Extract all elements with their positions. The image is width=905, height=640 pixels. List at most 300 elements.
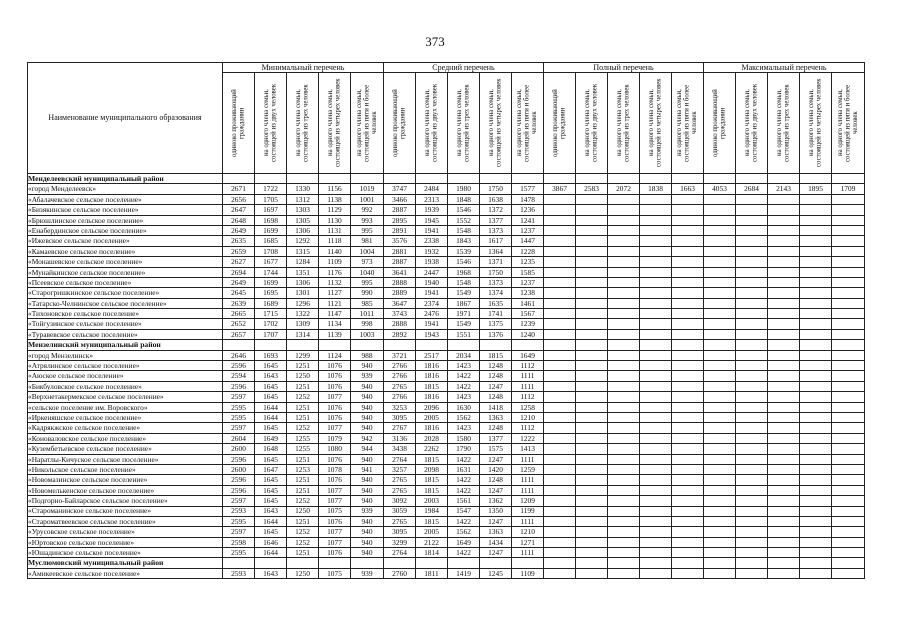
subcolumn-header: [351, 73, 384, 174]
table-cell: [544, 568, 576, 578]
table-cell: 1251: [287, 402, 319, 412]
table-cell: 1228: [512, 246, 544, 256]
table-cell: [768, 205, 800, 215]
table-row: [28, 475, 865, 485]
table-cell: [672, 548, 704, 558]
table-cell: [768, 485, 800, 495]
table-cell: [768, 350, 800, 360]
table-cell: 1363: [480, 412, 512, 422]
table-cell: [640, 548, 672, 558]
table-cell: [672, 340, 704, 350]
table-cell: 2096: [416, 402, 448, 412]
table-cell: 1209: [512, 496, 544, 506]
table-cell: [800, 392, 832, 402]
table-cell: [640, 277, 672, 287]
table-cell: [832, 174, 865, 184]
table-cell: 3743: [384, 309, 416, 319]
table-cell: [576, 558, 608, 568]
table-cell: 2596: [223, 361, 255, 371]
municipality-name: «Тойгузинское сельское поселение»: [28, 319, 223, 329]
table-cell: 2143: [768, 184, 800, 194]
table-cell: 2765: [384, 381, 416, 391]
subcolumn-header: [384, 73, 416, 174]
table-cell: 1075: [319, 506, 351, 516]
table-row: [28, 464, 865, 474]
table-cell: 995: [351, 277, 384, 287]
table-cell: [832, 475, 865, 485]
table-cell: [736, 257, 768, 267]
table-cell: [736, 537, 768, 547]
table-cell: 940: [351, 548, 384, 558]
table-cell: 1419: [448, 568, 480, 578]
table-cell: 1815: [416, 381, 448, 391]
table-cell: [544, 558, 576, 568]
table-cell: 2760: [384, 568, 416, 578]
table-cell: 2766: [384, 392, 416, 402]
table-cell: [608, 496, 640, 506]
table-cell: 1130: [319, 215, 351, 225]
table-cell: [704, 236, 736, 246]
table-cell: [832, 361, 865, 371]
table-cell: [512, 340, 544, 350]
table-cell: [832, 433, 865, 443]
table-cell: [319, 558, 351, 568]
table-cell: 940: [351, 537, 384, 547]
table-cell: 2649: [223, 225, 255, 235]
table-cell: 1585: [512, 267, 544, 277]
table-cell: 940: [351, 496, 384, 506]
table-cell: 1250: [287, 371, 319, 381]
district-row: [28, 174, 865, 184]
table-cell: 3253: [384, 402, 416, 412]
table-row: [28, 194, 865, 204]
table-cell: [704, 423, 736, 433]
table-cell: 985: [351, 298, 384, 308]
table-row: [28, 329, 865, 339]
table-cell: [544, 412, 576, 422]
table-cell: 2671: [223, 184, 255, 194]
table-cell: [736, 527, 768, 537]
table-cell: 2892: [384, 329, 416, 339]
table-row: [28, 215, 865, 225]
table-cell: 1129: [319, 205, 351, 215]
table-cell: [704, 340, 736, 350]
table-cell: [704, 267, 736, 277]
table-cell: [640, 475, 672, 485]
table-cell: 1811: [416, 568, 448, 578]
table-cell: [800, 381, 832, 391]
table-cell: [576, 205, 608, 215]
table-cell: 2600: [223, 444, 255, 454]
table-cell: 1362: [480, 496, 512, 506]
table-cell: [736, 288, 768, 298]
table-cell: [736, 174, 768, 184]
table-cell: [640, 174, 672, 184]
table-cell: 1373: [480, 225, 512, 235]
table-cell: 1134: [319, 319, 351, 329]
table-cell: [576, 288, 608, 298]
table-cell: [672, 527, 704, 537]
table-cell: [736, 350, 768, 360]
table-cell: [768, 319, 800, 329]
table-cell: [672, 215, 704, 225]
table-cell: 1814: [416, 548, 448, 558]
table-cell: [800, 568, 832, 578]
subcolumn-header: [416, 73, 448, 174]
table-cell: [736, 506, 768, 516]
table-cell: 1253: [287, 464, 319, 474]
table-row: [28, 548, 865, 558]
table-cell: [544, 402, 576, 412]
data-table: [27, 62, 865, 579]
table-cell: 1222: [512, 433, 544, 443]
table-cell: [351, 340, 384, 350]
table-cell: [319, 174, 351, 184]
subcolumn-header-label: одиноко проживающий гражданин: [230, 89, 246, 157]
table-cell: 1938: [416, 257, 448, 267]
table-cell: 1314: [287, 329, 319, 339]
table-cell: [576, 402, 608, 412]
table-cell: [608, 340, 640, 350]
table-cell: [608, 537, 640, 547]
table-cell: [704, 527, 736, 537]
municipality-name: «Никольское сельское поселение»: [28, 464, 223, 474]
table-cell: 990: [351, 288, 384, 298]
table-cell: 1638: [480, 194, 512, 204]
municipality-name: «Коноваловское сельское поселение»: [28, 433, 223, 443]
table-cell: [736, 475, 768, 485]
table-cell: [704, 350, 736, 360]
table-cell: [704, 215, 736, 225]
table-cell: [640, 568, 672, 578]
table-cell: 1252: [287, 527, 319, 537]
table-cell: 1552: [448, 215, 480, 225]
table-cell: [480, 340, 512, 350]
table-cell: [672, 319, 704, 329]
table-cell: 3576: [384, 236, 416, 246]
table-cell: [544, 475, 576, 485]
table-cell: 1434: [480, 537, 512, 547]
table-cell: [736, 444, 768, 454]
table-cell: [672, 568, 704, 578]
table-row: [28, 267, 865, 277]
table-cell: 1708: [255, 246, 287, 256]
table-cell: [800, 309, 832, 319]
table-cell: 1210: [512, 412, 544, 422]
table-cell: 1643: [255, 568, 287, 578]
table-cell: 1271: [512, 537, 544, 547]
table-cell: 2597: [223, 527, 255, 537]
table-cell: [768, 423, 800, 433]
table-cell: [832, 485, 865, 495]
table-cell: 1816: [416, 392, 448, 402]
table-cell: [608, 194, 640, 204]
municipality-name: «Кадрякжское сельское поселение»: [28, 423, 223, 433]
table-cell: [704, 174, 736, 184]
table-cell: [544, 194, 576, 204]
table-cell: 1251: [287, 412, 319, 422]
table-cell: 1306: [287, 277, 319, 287]
table-cell: [800, 371, 832, 381]
table-cell: [704, 257, 736, 267]
table-cell: [640, 412, 672, 422]
table-cell: 2684: [736, 184, 768, 194]
table-cell: 2765: [384, 516, 416, 526]
municipality-name: «Новомазинское сельское поселение»: [28, 475, 223, 485]
table-cell: 939: [351, 506, 384, 516]
table-cell: [832, 558, 865, 568]
subcolumn-header: [832, 73, 865, 174]
table-cell: [640, 350, 672, 360]
table-cell: 940: [351, 527, 384, 537]
table-cell: [672, 433, 704, 443]
table-cell: [768, 454, 800, 464]
table-cell: 940: [351, 423, 384, 433]
table-cell: 1306: [287, 225, 319, 235]
table-cell: 2098: [416, 464, 448, 474]
table-cell: [544, 267, 576, 277]
table-row: [28, 205, 865, 215]
table-cell: [608, 402, 640, 412]
table-cell: 2767: [384, 423, 416, 433]
table-row: [28, 246, 865, 256]
table-cell: 940: [351, 475, 384, 485]
table-cell: [704, 277, 736, 287]
table-cell: 1815: [416, 485, 448, 495]
table-cell: 1941: [416, 319, 448, 329]
table-cell: [576, 527, 608, 537]
table-cell: 940: [351, 361, 384, 371]
table-cell: 1649: [448, 537, 480, 547]
subcolumn-header-label: одиноко проживающий гражданин: [711, 89, 727, 157]
table-cell: 1124: [319, 350, 351, 360]
table-cell: [640, 537, 672, 547]
table-cell: [640, 340, 672, 350]
table-cell: [672, 558, 704, 568]
table-cell: 939: [351, 371, 384, 381]
table-cell: [800, 236, 832, 246]
table-cell: 973: [351, 257, 384, 267]
table-cell: 1697: [255, 205, 287, 215]
table-cell: 1843: [448, 236, 480, 246]
municipality-name: «Атрялинское сельское поселение»: [28, 361, 223, 371]
table-cell: [544, 340, 576, 350]
table-cell: 1895: [800, 184, 832, 194]
table-cell: 1715: [255, 309, 287, 319]
table-cell: 1539: [448, 246, 480, 256]
subcolumn-header-label: одиноко проживающий гражданин: [391, 89, 407, 157]
table-cell: 1248: [480, 371, 512, 381]
table-cell: 1422: [448, 485, 480, 495]
table-cell: [576, 548, 608, 558]
district-name: Менделеевский муниципальный район: [28, 174, 223, 184]
table-cell: [736, 381, 768, 391]
table-cell: [544, 464, 576, 474]
table-cell: 3641: [384, 267, 416, 277]
table-cell: 1251: [287, 485, 319, 495]
table-cell: 1111: [512, 548, 544, 558]
table-cell: [576, 277, 608, 287]
table-cell: 1422: [448, 371, 480, 381]
subcolumn-header-label: на одного члена семьи, состоящей из двух человек: [262, 83, 278, 163]
table-cell: [736, 194, 768, 204]
table-cell: 1250: [287, 506, 319, 516]
table-cell: [672, 236, 704, 246]
table-cell: [640, 215, 672, 225]
table-cell: [768, 225, 800, 235]
table-cell: [576, 340, 608, 350]
table-row: [28, 444, 865, 454]
table-cell: 1292: [287, 236, 319, 246]
table-cell: 2594: [223, 371, 255, 381]
table-cell: [800, 350, 832, 360]
table-cell: 1941: [416, 288, 448, 298]
table-cell: 1248: [480, 392, 512, 402]
table-cell: [800, 329, 832, 339]
table-cell: 2005: [416, 412, 448, 422]
table-cell: [544, 548, 576, 558]
table-cell: [736, 423, 768, 433]
table-cell: 1156: [319, 184, 351, 194]
table-cell: [800, 288, 832, 298]
table-cell: 1422: [448, 454, 480, 464]
table-cell: [640, 485, 672, 495]
table-cell: 1247: [480, 485, 512, 495]
table-cell: [576, 464, 608, 474]
table-cell: 1251: [287, 516, 319, 526]
table-cell: [800, 485, 832, 495]
table-cell: 1247: [480, 516, 512, 526]
table-cell: 2600: [223, 464, 255, 474]
table-cell: 1423: [448, 423, 480, 433]
table-cell: 3092: [384, 496, 416, 506]
subcolumn-header: [736, 73, 768, 174]
table-cell: [544, 309, 576, 319]
table-cell: 2595: [223, 516, 255, 526]
table-cell: 1258: [512, 402, 544, 412]
table-cell: 1077: [319, 527, 351, 537]
table-cell: [544, 433, 576, 443]
table-cell: 940: [351, 381, 384, 391]
table-cell: [640, 361, 672, 371]
table-cell: 2604: [223, 433, 255, 443]
table-cell: [640, 402, 672, 412]
table-cell: 944: [351, 444, 384, 454]
table-row: [28, 298, 865, 308]
table-cell: 1940: [416, 277, 448, 287]
table-cell: [768, 267, 800, 277]
table-cell: 1239: [512, 319, 544, 329]
table-cell: [704, 444, 736, 454]
table-cell: [544, 361, 576, 371]
table-cell: [608, 475, 640, 485]
table-cell: 1423: [448, 361, 480, 371]
table-cell: 3059: [384, 506, 416, 516]
table-body: [28, 174, 865, 579]
table-cell: 2476: [416, 309, 448, 319]
table-cell: [832, 402, 865, 412]
table-cell: [640, 194, 672, 204]
table-cell: [800, 225, 832, 235]
table-cell: 1932: [416, 246, 448, 256]
table-cell: [704, 548, 736, 558]
table-cell: 1350: [480, 506, 512, 516]
table-cell: 1663: [672, 184, 704, 194]
subcolumn-header: [255, 73, 287, 174]
table-cell: 2072: [608, 184, 640, 194]
table-cell: [416, 558, 448, 568]
table-cell: [608, 506, 640, 516]
table-cell: 1422: [448, 381, 480, 391]
table-cell: [608, 298, 640, 308]
table-cell: 2597: [223, 496, 255, 506]
table-cell: 1551: [448, 329, 480, 339]
subcolumn-header-label: на одного члена семьи, состоящей из пяти и более человек: [836, 84, 859, 162]
table-cell: [608, 329, 640, 339]
table-cell: [640, 423, 672, 433]
table-cell: [672, 174, 704, 184]
district-row: [28, 558, 865, 568]
table-cell: 1645: [255, 454, 287, 464]
table-cell: [223, 558, 255, 568]
table-cell: 1649: [512, 350, 544, 360]
subcolumn-header-label: на одного члена семьи, состоящей из пяти и более человек: [676, 84, 699, 162]
table-cell: [608, 350, 640, 360]
table-cell: [576, 350, 608, 360]
table-cell: 1019: [351, 184, 384, 194]
table-cell: [640, 392, 672, 402]
table-cell: [832, 319, 865, 329]
table-cell: [544, 537, 576, 547]
table-cell: [736, 464, 768, 474]
table-cell: 1418: [480, 402, 512, 412]
table-cell: 2374: [416, 298, 448, 308]
table-cell: [576, 496, 608, 506]
table-cell: 1251: [287, 548, 319, 558]
table-cell: [255, 558, 287, 568]
table-cell: 1079: [319, 433, 351, 443]
subcolumn-header: [640, 73, 672, 174]
table-cell: [704, 298, 736, 308]
table-cell: [576, 194, 608, 204]
table-cell: [672, 246, 704, 256]
table-cell: 1968: [448, 267, 480, 277]
subcolumn-header-label: на одного члена семьи, состоящей из четырех человек: [647, 78, 663, 168]
table-cell: 1971: [448, 309, 480, 319]
table-cell: [544, 288, 576, 298]
table-cell: 939: [351, 568, 384, 578]
table-cell: [768, 246, 800, 256]
table-cell: 1235: [512, 257, 544, 267]
table-cell: 940: [351, 454, 384, 464]
group-header-row: [28, 63, 865, 73]
municipality-name: «Енабердинское сельское поселение»: [28, 225, 223, 235]
table-cell: 1645: [255, 485, 287, 495]
table-cell: [768, 475, 800, 485]
table-cell: [832, 277, 865, 287]
municipality-name: «город Мензелинск»: [28, 350, 223, 360]
table-cell: [576, 412, 608, 422]
table-cell: [544, 516, 576, 526]
table-cell: [672, 329, 704, 339]
table-cell: [640, 496, 672, 506]
table-cell: [800, 402, 832, 412]
table-cell: 1112: [512, 423, 544, 433]
table-cell: [544, 277, 576, 287]
table-cell: [800, 194, 832, 204]
table-cell: 998: [351, 319, 384, 329]
municipality-name: «Кузембетьевское сельское поселение»: [28, 444, 223, 454]
